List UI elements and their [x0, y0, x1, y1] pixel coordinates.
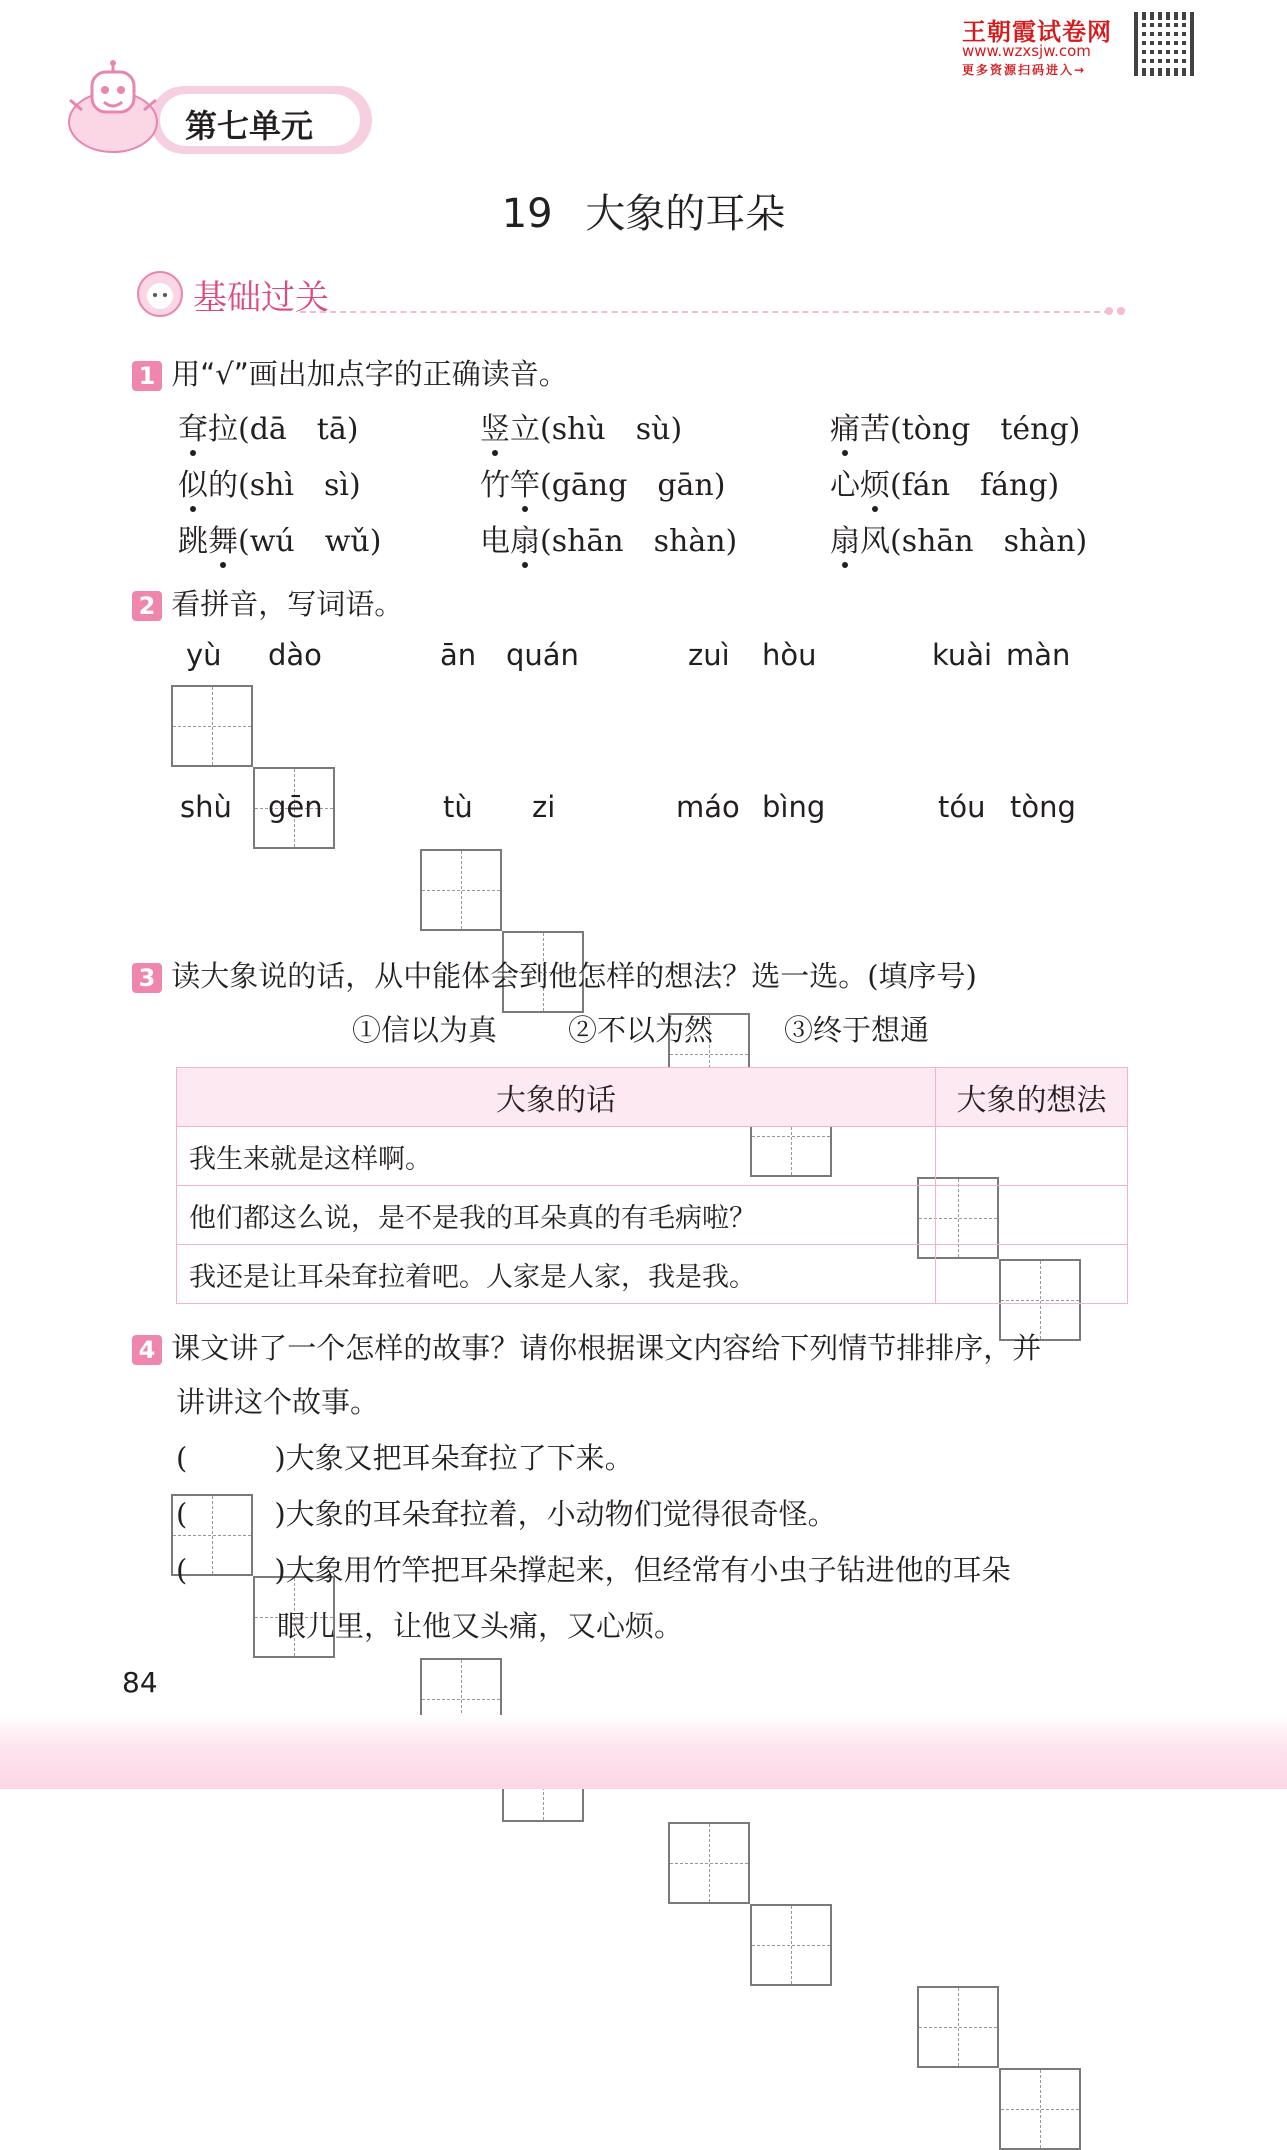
section-title: 基础过关	[193, 278, 329, 318]
elephant-quote: 我还是让耳朵耷拉着吧。人家是人家，我是我。	[177, 1245, 936, 1304]
question-prompt: 读大象说的话，从中能体会到他怎样的想法？选一选。	[171, 959, 868, 993]
writing-box[interactable]	[750, 1904, 832, 1986]
pinyin: màn	[1006, 638, 1071, 672]
pinyin: kuài	[932, 638, 993, 672]
story-item[interactable]: ( )大象又把耳朵耷拉了下来。	[176, 1441, 634, 1475]
qr-code-icon[interactable]	[1134, 12, 1198, 76]
question-1	[132, 352, 568, 393]
lesson-name: 大象的耳朵	[585, 191, 786, 237]
question-prompt: 看拼音，写词语。	[171, 587, 404, 621]
question-prompt: 用“√”画出加点字的正确读音。	[171, 357, 568, 391]
decorative-dots-icon	[1104, 302, 1128, 320]
brand-scan-text: 更多资源扫码进入→	[962, 63, 1087, 77]
section-divider	[300, 311, 1110, 313]
pinyin: quán	[506, 638, 579, 672]
q1-item[interactable]: 竖立(shù sù)	[480, 404, 682, 448]
answer-cell[interactable]	[936, 1245, 1128, 1304]
brand-name: 王朝霞试卷网	[962, 18, 1112, 46]
elephant-quote: 我生来就是这样啊。	[177, 1127, 936, 1186]
pinyin: ān	[440, 638, 477, 672]
table-header: 大象的想法	[936, 1068, 1128, 1127]
option: ③终于想通	[784, 1013, 930, 1047]
pinyin: tù	[443, 790, 473, 824]
question-number: 3	[132, 963, 162, 993]
pinyin: tòng	[1010, 790, 1076, 824]
pinyin: yù	[186, 638, 222, 672]
pinyin: gēn	[268, 790, 323, 824]
pinyin: shù	[180, 790, 232, 824]
q1-item[interactable]: 心烦(fán fáng)	[830, 460, 1059, 504]
pinyin: tóu	[938, 790, 986, 824]
story-item[interactable]: ( )大象的耳朵耷拉着，小动物们觉得很奇怪。	[176, 1497, 837, 1531]
lesson-title	[0, 182, 1287, 239]
pinyin: máo	[676, 790, 740, 824]
q1-item[interactable]: 痛苦(tòng téng)	[830, 404, 1080, 448]
table-row	[177, 1127, 1128, 1186]
answer-table	[176, 1067, 1128, 1304]
question-2	[132, 582, 403, 623]
elephant-quote: 他们都这么说，是不是我的耳朵真的有毛病啦？	[177, 1186, 936, 1245]
girl-avatar-icon	[130, 268, 190, 318]
question-number: 4	[132, 1335, 162, 1365]
writing-box[interactable]	[668, 1822, 750, 1904]
story-item-cont: 眼儿里，让他又头痛，又心烦。	[277, 1609, 684, 1643]
page-number: 84	[122, 1666, 158, 1699]
question-prompt: 课文讲了一个怎样的故事？请你根据课文内容给下列情节排排序，并	[171, 1331, 1042, 1365]
question-number: 1	[132, 361, 162, 391]
option: ②不以为然	[568, 1013, 714, 1047]
question-3	[132, 954, 977, 995]
brand-url[interactable]: www.wzxsjw.com	[962, 42, 1091, 60]
question-number: 2	[132, 591, 162, 621]
pinyin: bìng	[762, 790, 826, 824]
writing-box[interactable]	[917, 1986, 999, 2068]
q1-item[interactable]: 耷拉(dā tā)	[178, 404, 358, 448]
writing-box[interactable]	[171, 685, 253, 767]
q1-item[interactable]: 扇风(shān shàn)	[830, 516, 1087, 560]
q1-item[interactable]: 竹竿(gāng gān)	[480, 460, 725, 504]
story-item[interactable]: ( )大象用竹竿把耳朵撑起来，但经常有小虫子钻进他的耳朵	[176, 1553, 1011, 1587]
writing-box[interactable]	[999, 2068, 1081, 2150]
pinyin: zuì	[688, 638, 730, 672]
pinyin: dào	[268, 638, 322, 672]
answer-cell[interactable]	[936, 1127, 1128, 1186]
question-note: (填序号)	[867, 959, 977, 993]
pinyin: hòu	[762, 638, 817, 672]
table-header: 大象的话	[177, 1068, 936, 1127]
unit-label: 第七单元	[185, 107, 314, 145]
robot-mascot-icon	[58, 60, 168, 160]
question-prompt-cont: 讲讲这个故事。	[176, 1385, 380, 1419]
table-row	[177, 1245, 1128, 1304]
q1-item[interactable]: 电扇(shān shàn)	[480, 516, 737, 560]
q1-item[interactable]: 似的(shì sì)	[178, 460, 361, 504]
footer-band	[0, 1715, 1287, 1789]
lesson-number: 19	[501, 191, 553, 237]
question-4	[132, 1326, 1041, 1367]
table-row	[177, 1186, 1128, 1245]
option: ①信以为真	[352, 1013, 498, 1047]
pinyin: zi	[532, 790, 556, 824]
answer-cell[interactable]	[936, 1186, 1128, 1245]
q1-item[interactable]: 跳舞(wú wǔ)	[178, 516, 381, 560]
writing-box[interactable]	[420, 849, 502, 931]
